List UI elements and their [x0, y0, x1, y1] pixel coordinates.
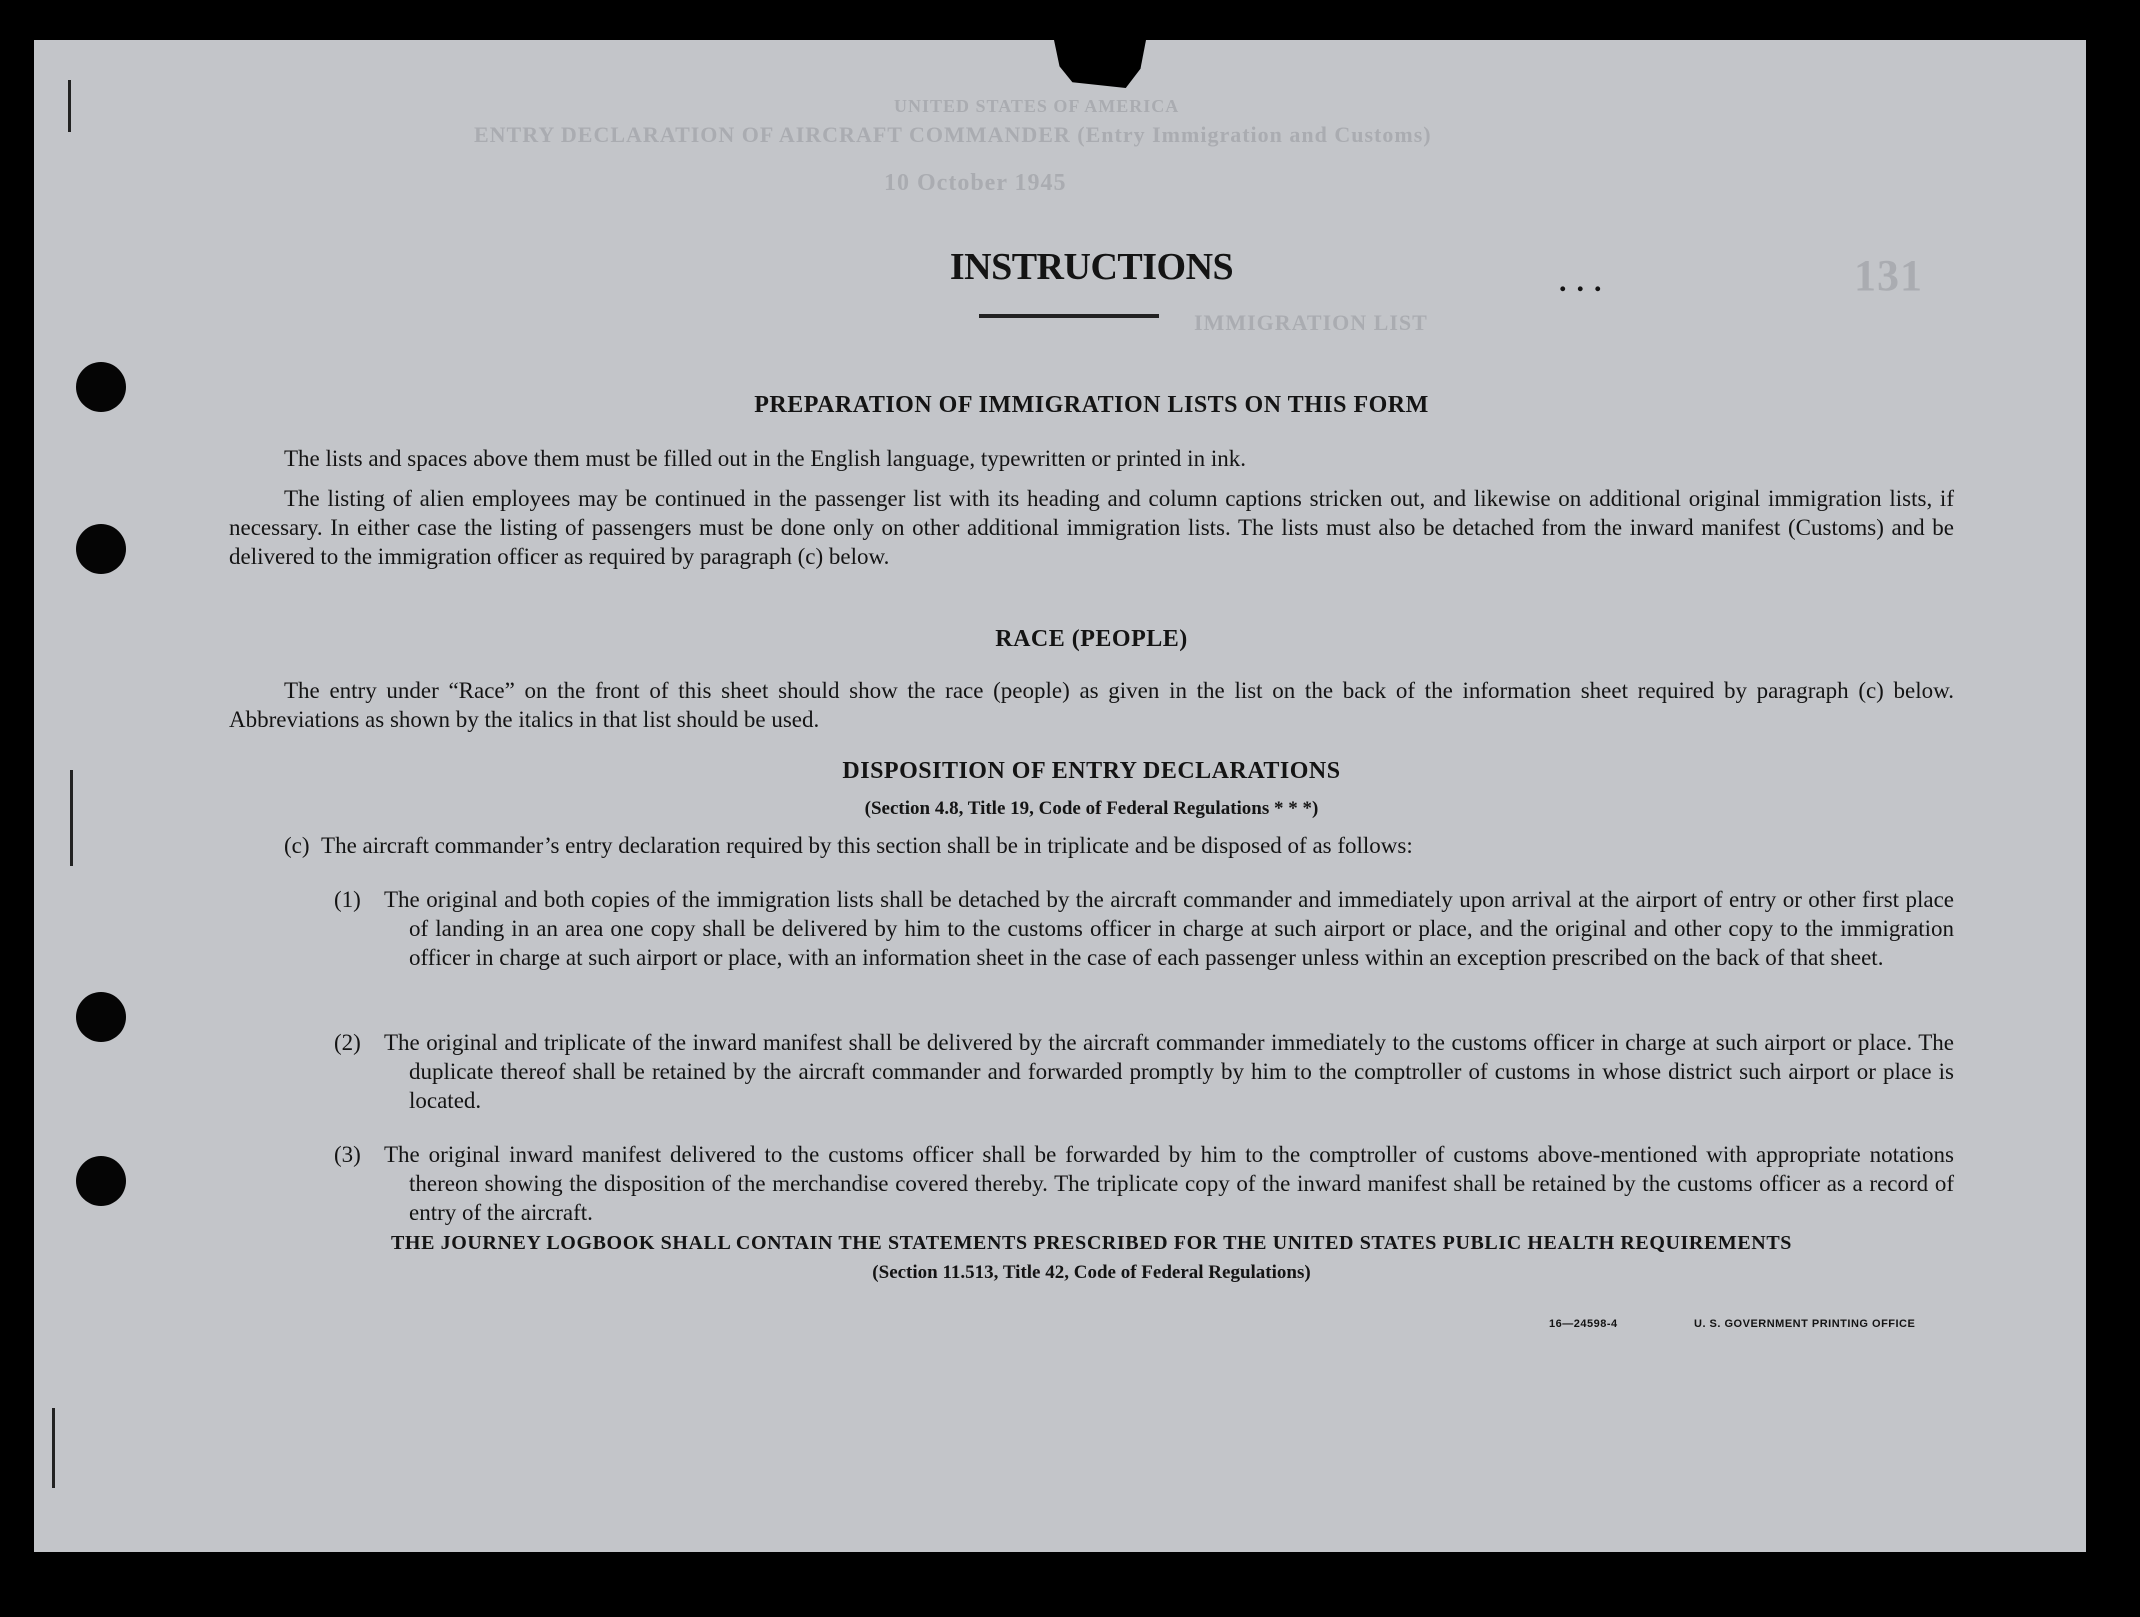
bleed-line-2: ENTRY DECLARATION OF AIRCRAFT COMMANDER (Entry Immigration and Customs): [474, 122, 1432, 147]
section-citation-disposition: (Section 4.8, Title 19, Code of Federal Regulations * * *): [864, 798, 1319, 819]
list-item: [334, 885, 1954, 972]
intro-text: The aircraft commander’s entry declaration required by this section shall be in triplicate and be disposed of as follows:: [321, 833, 1413, 858]
section-heading-disposition: DISPOSITION OF ENTRY DECLARATIONS: [842, 758, 1341, 784]
paragraph-language: [229, 444, 1954, 473]
paragraph-language-text: The lists and spaces above them must be filled out in the English language, typewritten or printed in ink.: [284, 446, 1246, 471]
ellipsis-dots: ...: [1559, 265, 1612, 298]
paragraph-race: [229, 676, 1954, 734]
section-heading-preparation: PREPARATION OF IMMIGRATION LISTS ON THIS FORM: [754, 392, 1429, 418]
footer-citation: (Section 11.513, Title 42, Code of Federal Regulations): [872, 1262, 1311, 1283]
punch-hole-1: [76, 362, 126, 412]
punch-hole-3: [76, 992, 126, 1042]
form-number: 16—24598-4: [1549, 1318, 1618, 1330]
item-text: The original and both copies of the immigration lists shall be detached by the aircraft commander and immediately upon arrival at the airport of entry or other first place of landing in an area one copy shall be delivered by him to the customs officer in charge at such airport or place, and the original and other copy to the immigration officer in charge at such airport or place, with an information sheet in the case of each passenger unless within an exception prescribed on the back of that sheet.: [384, 887, 1954, 970]
title-underline: [979, 314, 1159, 318]
torn-notch: [1054, 40, 1146, 88]
document-sheet: [34, 40, 2086, 1552]
paragraph-alien-employees: [229, 484, 1954, 571]
bleed-line-5: 131: [1854, 251, 1923, 300]
paragraph-race-text: The entry under “Race” on the front of this sheet should show the race (people) as given in the list on the back of the information sheet required by paragraph (c) below. Abbreviations as shown by the italics in that list should be used.: [229, 678, 1954, 732]
edge-mark-3: [52, 1408, 55, 1488]
item-number: (2): [334, 1030, 361, 1055]
punch-hole-4: [76, 1156, 126, 1206]
item-number: (3): [334, 1142, 361, 1167]
section-heading-race: RACE (PEOPLE): [995, 626, 1188, 652]
bleed-line-4: IMMIGRATION LIST: [1194, 310, 1428, 335]
paragraph-alien-employees-text: The listing of alien employees may be continued in the passenger list with its heading and column captions stricken out, and likewise on additional original immigration lists, if necessary. In either case the listing of passengers must be done only on other additional immigration lists. The lists must also be detached from the inward manifest (Customs) and be delivered to the immigration officer as required by paragraph (c) below.: [229, 486, 1954, 569]
page-title: INSTRUCTIONS: [949, 246, 1234, 288]
bleed-line-3: 10 October 1945: [884, 170, 1067, 196]
bleed-line-1: UNITED STATES OF AMERICA: [894, 96, 1180, 116]
list-item: [334, 1140, 1954, 1227]
item-text: The original and triplicate of the inward manifest shall be delivered by the aircraft commander immediately to the customs officer in charge at such airport or place. The duplicate thereof shall be retained by the aircraft commander and forwarded promptly by him to the comptroller of customs in whose district such airport or place is located.: [384, 1030, 1954, 1113]
item-text: The original inward manifest delivered to the customs officer shall be forwarded by him to the comptroller of customs above-mentioned with appropriate notations thereon showing the disposition of the merchandise covered thereby. The triplicate copy of the inward manifest shall be retained by the customs officer as a record of entry of the aircraft.: [384, 1142, 1954, 1225]
list-item: [334, 1028, 1954, 1115]
footer-statement: THE JOURNEY LOGBOOK SHALL CONTAIN THE STATEMENTS PRESCRIBED FOR THE UNITED STATES PUBLIC HEALTH REQUIREMENTS: [390, 1232, 1793, 1254]
edge-mark-1: [68, 80, 71, 132]
printer-imprint: U. S. GOVERNMENT PRINTING OFFICE: [1694, 1318, 1916, 1330]
paragraph-intro-c: [229, 831, 1954, 860]
edge-mark-2: [70, 770, 73, 866]
intro-label: (c): [284, 833, 310, 858]
item-number: (1): [334, 887, 361, 912]
punch-hole-2: [76, 524, 126, 574]
